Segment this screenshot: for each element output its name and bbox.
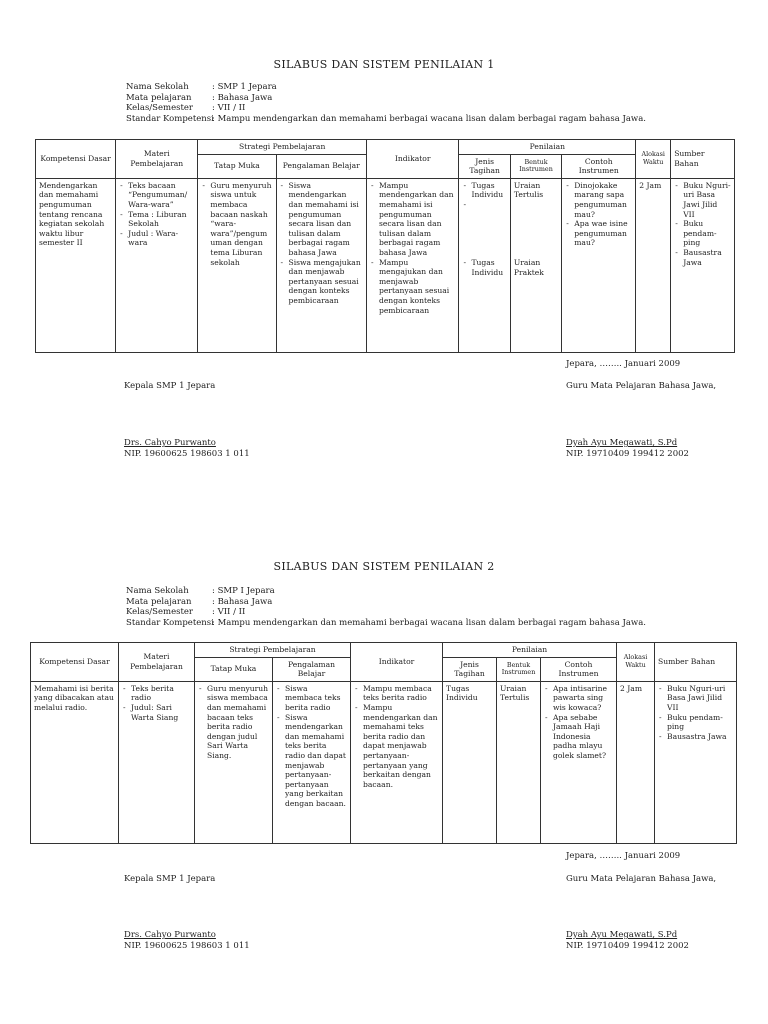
doc2-left-role: Kepala SMP 1 Jepara xyxy=(124,874,216,884)
doc1-nama-sekolah: : SMP 1 Jepara xyxy=(212,82,277,92)
doc2-kelas: : VII / II xyxy=(212,607,246,617)
doc1-sumber-cell xyxy=(671,178,735,352)
doc1-info xyxy=(126,82,646,124)
list-item: - Tugas Individu xyxy=(462,181,506,200)
doc2-header-kd: Kompetensi Dasar xyxy=(31,643,119,682)
doc2-header-materi: Materi Pembelajaran xyxy=(119,643,195,682)
list-item: - Bausastra Jawa xyxy=(674,248,731,267)
doc1-tatap-muka-cell xyxy=(198,178,276,352)
list-item: - Mampu mendengarkan dan memahami teks berita radio dan dapat menjawab pertanyaan-pertanyaan yang berkaitan dengan bacaan. xyxy=(354,703,439,789)
doc2-pengalaman-cell xyxy=(273,681,351,843)
list-item: - Siswa mengajukan dan menjawab pertanyaan sesuai dengan konteks pembicaraan xyxy=(280,258,363,306)
doc1-kelas: : VII / II xyxy=(212,103,246,113)
list-item: - Apa sebabe Jamaah Haji Indonesia padha mlayu golek slamet? xyxy=(544,713,613,761)
doc2-kd-cell: Memahami isi berita yang dibacakan atau melalui radio. xyxy=(31,681,119,843)
list-item: - Tema : Liburan Sekolah xyxy=(119,210,194,229)
doc2-left-name: Drs. Cahyo Purwanto xyxy=(124,930,216,940)
doc2-header-bentuk: Bentuk Instrumen xyxy=(497,657,541,681)
list-item: - Buku Nguri-uri Basa Jawi Jilid VII xyxy=(658,684,733,713)
list-item: - Dinojokake marang sapa pengumuman mau? xyxy=(565,181,632,219)
bentuk-item: Uraian Tertulis xyxy=(513,180,544,200)
doc2-sk: : Mampu mendengarkan dan memahami berbagai wacana lisan dalam berbagai ragam bahasa Jawa. xyxy=(212,617,646,628)
doc1-jenis-cell xyxy=(459,178,510,352)
list-item: - Teks bacaan “Pengumuman/ Wara-wara” xyxy=(119,181,194,210)
doc1-left-role: Kepala SMP 1 Jepara xyxy=(124,381,216,391)
doc2-indikator-cell xyxy=(351,681,443,843)
doc2-right-name: Dyah Ayu Megawati, S.Pd xyxy=(566,930,678,940)
doc1-header-indikator: Indikator xyxy=(366,140,459,179)
list-item: - Apa wae isine pengumuman mau? xyxy=(565,219,632,248)
list-item: - Tugas Individu xyxy=(462,258,506,277)
doc1-sk-label: Standar Kompetensi xyxy=(126,113,214,124)
doc1-header-kd: Kompetensi Dasar xyxy=(36,140,116,179)
doc2-header-contoh: Contoh Instrumen xyxy=(541,657,617,681)
doc2-sk-label: Standar Kompetensi xyxy=(126,617,214,628)
doc1-right-nip: NIP. 19710409 199412 2002 xyxy=(566,449,689,459)
doc1-materi-cell xyxy=(116,178,198,352)
list-item: - Buku pendam-ping xyxy=(674,219,731,248)
doc2-materi-cell xyxy=(119,681,195,843)
doc2-header-penilaian: Penilaian xyxy=(443,643,617,658)
doc1-header-contoh: Contoh Instrumen xyxy=(562,154,636,178)
doc1-contoh-cell xyxy=(562,178,636,352)
doc1-left-nip: NIP. 19600625 198603 1 011 xyxy=(124,449,250,459)
doc2-mapel-label: Mata pelajaran xyxy=(126,596,192,607)
doc2-mapel: : Bahasa Jawa xyxy=(212,596,273,607)
list-item: - Siswa membaca teks berita radio xyxy=(276,684,347,713)
doc2-nama-sekolah-label: Nama Sekolah xyxy=(126,586,189,596)
list-item: - Mampu mengajukan dan menjawab pertanyaan sesuai dengan konteks pembicaraan xyxy=(370,258,456,316)
doc1-pengalaman-cell xyxy=(276,178,366,352)
doc1-mapel-label: Mata pelajaran xyxy=(126,92,192,103)
doc1-sk: : Mampu mendengarkan dan memahami berbagai wacana lisan dalam berbagai ragam bahasa Jawa. xyxy=(212,113,646,124)
doc1-title: SILABUS DAN SISTEM PENILAIAN 1 xyxy=(273,58,495,71)
doc1-header-alokasi: Alokasi Waktu xyxy=(636,140,671,179)
doc2-right-nip: NIP. 19710409 199412 2002 xyxy=(566,941,689,951)
list-item: - Buku Nguri-uri Basa Jawi Jilid VII xyxy=(674,181,731,219)
doc2-left-nip: NIP. 19600625 198603 1 011 xyxy=(124,941,250,951)
list-item: - Judul: Sari Warta Siang xyxy=(122,703,191,722)
list-item: - Judul : Wara-wara xyxy=(119,229,194,248)
bentuk-item: Uraian Praktek xyxy=(513,257,544,277)
doc1-header-materi: Materi Pembelajaran xyxy=(116,140,198,179)
doc1-silabus-table xyxy=(35,139,735,353)
doc1-right-name: Dyah Ayu Megawati, S.Pd xyxy=(566,438,678,448)
doc2-header-sumber: Sumber Bahan xyxy=(655,643,737,682)
doc2-header-indikator: Indikator xyxy=(351,643,443,682)
list-item: - Apa intisarine pawarta sing wis kowaca? xyxy=(544,684,613,713)
list-item: - Siswa mendengarkan dan memahami isi pengumuman secara lisan dan tulisan dalam berbagai ragam bahasa Jawa xyxy=(280,181,363,258)
list-item: - Buku pendam-ping xyxy=(658,713,733,732)
doc2-header-tatap-muka: Tatap Muka xyxy=(195,657,273,681)
list-item: - Siswa mendengarkan dan memahami teks berita radio dan dapat menjawab pertanyaan-pertanyaan yang berkaitan dengan bacaan. xyxy=(276,713,347,809)
doc1-date: Jepara, …….. Januari 2009 xyxy=(566,359,681,369)
doc1-header-strategi: Strategi Pembelajaran xyxy=(198,140,367,155)
list-item: - Teks berita radio xyxy=(122,684,191,703)
doc2-bentuk-cell: Uraian Tertulis xyxy=(497,681,541,843)
doc1-alokasi-cell: 2 Jam xyxy=(636,178,671,352)
doc2-jenis-cell: Tugas Individu xyxy=(443,681,497,843)
spacer xyxy=(514,200,558,258)
doc1-left-name: Drs. Cahyo Purwanto xyxy=(124,438,216,448)
list-item: - Mampu membaca teks berita radio xyxy=(354,684,439,703)
doc1-kelas-label: Kelas/Semester xyxy=(126,103,193,113)
doc2-info xyxy=(126,586,646,628)
doc1-indikator-cell xyxy=(366,178,459,352)
doc1-kd-cell: Mendengarkan dan memahami pengumuman tentang rencana kegiatan sekolah waktu libur semester II xyxy=(36,178,116,352)
doc1-nama-sekolah-label: Nama Sekolah xyxy=(126,82,189,92)
doc2-alokasi-cell: 2 Jam xyxy=(617,681,655,843)
doc2-title: SILABUS DAN SISTEM PENILAIAN 2 xyxy=(273,560,495,573)
doc2-date: Jepara, …….. Januari 2009 xyxy=(566,851,681,861)
doc2-header-jenis: Jenis Tagihan xyxy=(443,657,497,681)
doc2-sumber-cell xyxy=(655,681,737,843)
doc2-contoh-cell xyxy=(541,681,617,843)
doc1-right-role: Guru Mata Pelajaran Bahasa Jawa, xyxy=(566,381,717,391)
doc2-tatap-muka-cell xyxy=(195,681,273,843)
list-item: - Guru menyuruh siswa membaca dan memahami bacaan teks berita radio dengan judul Sari Warta Siang. xyxy=(198,684,269,761)
doc2-right-role: Guru Mata Pelajaran Bahasa Jawa, xyxy=(566,874,717,884)
doc1-mapel: : Bahasa Jawa xyxy=(212,92,273,103)
doc2-header-alokasi: Alokasi Waktu xyxy=(617,643,655,682)
doc2-header-pengalaman: Pengalaman Belajar xyxy=(273,657,351,681)
doc2-nama-sekolah: : SMP I Jepara xyxy=(212,586,275,596)
doc1-bentuk-cell xyxy=(510,178,561,352)
list-item: - Guru menyuruh siswa untuk membaca bacaan naskah “wara-wara”/pengum uman dengan tema Liburan sekolah xyxy=(201,181,272,267)
doc2-header-strategi: Strategi Pembelajaran xyxy=(195,643,351,658)
doc1-header-pengalaman: Pengalaman Belajar xyxy=(276,154,366,178)
list-item: - Mampu mendengarkan dan memahami isi pengumuman secara lisan dan tulisan dalam berbagai ragam bahasa Jawa xyxy=(370,181,456,258)
doc2-kelas-label: Kelas/Semester xyxy=(126,607,193,617)
spacer xyxy=(462,200,506,258)
doc1-header-jenis: Jenis Tagihan xyxy=(459,154,510,178)
doc1-header-sumber: Sumber Bahan xyxy=(671,140,735,179)
doc1-header-penilaian: Penilaian xyxy=(459,140,636,155)
doc1-header-tatap-muka: Tatap Muka xyxy=(198,154,276,178)
list-item: - Bausastra Jawa xyxy=(658,732,733,742)
doc2-silabus-table xyxy=(30,642,737,844)
doc1-header-bentuk: Bentuk Instrumen xyxy=(510,154,561,178)
